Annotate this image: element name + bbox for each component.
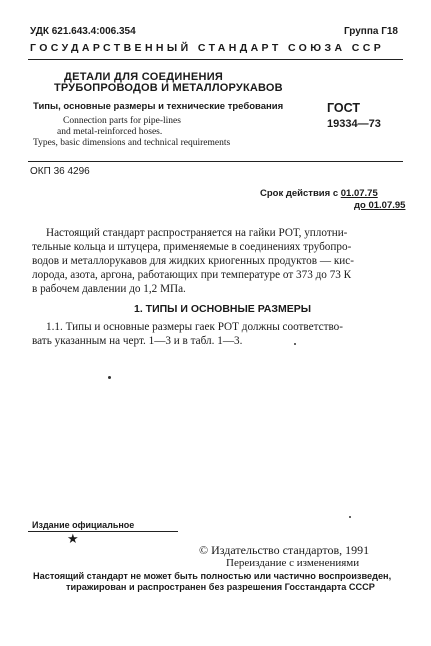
reprint-line: Переиздание с изменениями bbox=[226, 557, 360, 569]
gost-label: ГОСТ bbox=[327, 101, 360, 115]
title-line-1: ДЕТАЛИ ДЛЯ СОЕДИНЕНИЯ bbox=[64, 71, 224, 83]
group-code: Группа Г18 bbox=[343, 26, 398, 37]
state-standard-heading: ГОСУДАРСТВЕННЫЙ СТАНДАРТ СОЮЗА ССР bbox=[30, 42, 385, 54]
star-icon: ★ bbox=[67, 531, 79, 546]
intro-line-5: в рабочем давлении до 1,2 МПа. bbox=[32, 283, 186, 295]
scan-speck bbox=[349, 516, 351, 518]
reproduction-notice-line-2: тиражирован и распространен без разрешения Госстандарта СССР bbox=[66, 582, 375, 592]
reproduction-notice-line-1: Настоящий стандарт не может быть полностью или частично воспроизведен, bbox=[33, 571, 392, 581]
clause-1-1-line-2: вать указанным на черт. 1—3 и в табл. 1—3. bbox=[32, 335, 243, 347]
clause-1-1-line-1: 1.1. Типы и основные размеры гаек РОТ должны соответство- bbox=[46, 321, 343, 333]
scan-speck bbox=[294, 343, 296, 345]
okp-code: ОКП 36 4296 bbox=[30, 166, 90, 177]
english-title-line-1: Connection parts for pipe-lines bbox=[63, 116, 181, 126]
udk-code: УДК 621.643.4:006.354 bbox=[30, 26, 136, 37]
title-subtitle: Типы, основные размеры и технические требования bbox=[33, 101, 284, 112]
english-title-line-3: Types, basic dimensions and technical requirements bbox=[33, 138, 231, 148]
gost-number: 19334—73 bbox=[327, 118, 381, 130]
intro-line-2: тельные кольца и штуцера, применяемые в соединениях трубопро- bbox=[32, 241, 352, 253]
title-rule bbox=[28, 161, 403, 162]
intro-line-1: Настоящий стандарт распространяется на гайки РОТ, уплотни- bbox=[46, 227, 348, 239]
validity-from bbox=[260, 188, 378, 199]
validity-to: до 01.07.95 bbox=[354, 200, 406, 211]
intro-line-4: лорода, азота, аргона, работающих при температуре от 373 до 73 К bbox=[32, 269, 352, 281]
copyright-line: © Издательство стандартов, 1991 bbox=[199, 543, 370, 557]
validity-label: Срок действия с bbox=[260, 188, 341, 199]
validity-from-date: 01.07.75 bbox=[340, 188, 378, 199]
header-rule bbox=[28, 59, 403, 60]
section-1-heading: 1. ТИПЫ И ОСНОВНЫЕ РАЗМЕРЫ bbox=[134, 303, 311, 315]
scan-speck bbox=[108, 376, 111, 379]
official-edition-label: Издание официальное bbox=[32, 520, 135, 530]
intro-line-3: водов и металлорукавов для жидких криогенных продуктов — кис- bbox=[32, 255, 354, 267]
title-line-2: ТРУБОПРОВОДОВ И МЕТАЛЛОРУКАВОВ bbox=[54, 82, 283, 94]
edition-rule bbox=[28, 531, 178, 532]
english-title-line-2: and metal-reinforced hoses. bbox=[57, 127, 163, 137]
